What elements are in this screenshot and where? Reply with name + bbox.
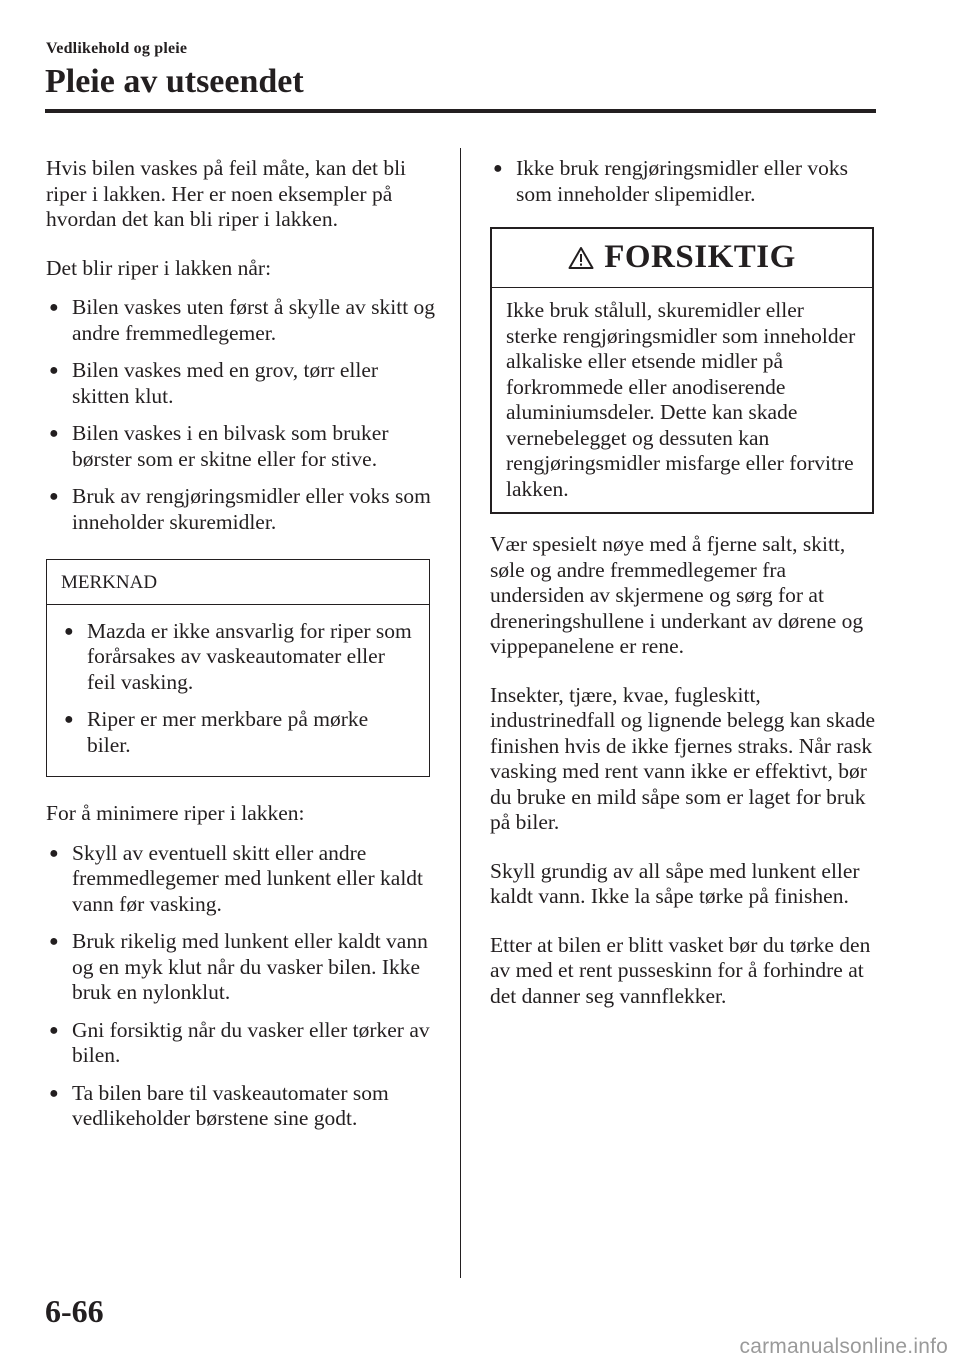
bullet-icon: ● [49,844,59,862]
paragraph-salt: Vær spesielt nøye med å fjerne salt, skitt, søle og andre fremmedlegemer fra undersiden av skjermene og sørg for at dreneringshullene i underkant av dørene og vippepanelene er rene. [490,532,864,658]
minimize-list [46,841,436,1132]
bullet-icon: ● [49,488,59,505]
list-item: ● Skyll av eventuell skitt eller andre fremmedlegemer med lunkent eller kaldt vann før vasking. [49,840,424,916]
paragraph-dry: Etter at bilen er blitt vasket bør du tørke den av med et rent pusseskinn for å forhindre at det danner seg vannflekker. [490,932,871,1008]
bullet-icon: ● [64,622,74,640]
list-item: ● Bruk av rengjøringsmidler eller voks som inneholder skuremidler. [49,484,431,534]
minimize-lead: For å minimere riper i lakken: [46,801,305,825]
note-box [46,559,430,777]
caution-box [490,227,874,514]
list-item: ● Mazda er ikke ansvarlig for riper som forårsakes av vaskeautomater eller feil vasking. [64,618,412,694]
bullet-icon: ● [49,933,59,950]
column-divider [460,148,461,1278]
caution-text: Ikke bruk stålull, skuremidler eller sterke rengjøringsmidler som inneholder alkaliske eller etsende midler på forkrommede eller anodiserende aluminiumsdeler. Dette kan skade vernebelegget og dessuten kan rengjøringsmidler misfarge eller forvitre lakken. [506,298,856,501]
causes-lead: Det blir riper i lakken når: [46,255,272,280]
bullet-icon: ● [49,1084,59,1102]
list-item: ● Bilen vaskes med en grov, tørr eller skitten klut. [49,358,379,408]
header-rule [45,109,876,113]
bullet-icon: ● [49,425,59,442]
paragraph-rinse: Skyll grundig av all såpe med lunkent eller kaldt vann. Ikke la såpe tørke på finishen. [490,858,860,908]
bullet-icon: ● [49,362,59,379]
note-body [47,605,429,777]
watermark: carmanualsonline.info [739,1335,948,1358]
section-label: Vedlikehold og pleie [46,40,188,57]
right-column [490,156,878,1032]
bullet-icon: ● [49,299,59,316]
bullet-icon: ● [49,1021,59,1039]
caution-heading: FORSIKTIG [604,239,796,276]
note-heading: MERKNAD [47,560,429,605]
bullet-icon: ● [64,711,74,728]
list-item: ● Riper er mer merkbare på mørke biler. [64,707,369,757]
causes-list [46,295,436,535]
list-item: ● Ikke bruk rengjøringsmidler eller voks som inneholder slipemidler. [493,156,848,206]
list-item: ● Ta bilen bare til vaskeautomater som vedlikeholder børstene sine godt. [49,1080,389,1130]
page-title: Pleie av utseendet [45,63,304,100]
list-item: ● Bilen vaskes uten først å skylle av skitt og andre fremmedlegemer. [49,295,436,345]
caution-body [492,288,872,512]
caution-header [492,229,872,288]
page-number: 6-66 [45,1293,104,1329]
warning-triangle-icon [568,246,594,270]
left-column [46,156,436,1144]
paragraph-insects: Insekter, tjære, kvae, fugleskitt, industrinedfall og lignende belegg kan skade finishen hvis de ikke fjernes straks. Når rask vasking med rent vann ikke er effektivt, bør du bruke en mild såpe som er laget for bruk på biler. [490,682,876,834]
bullet-icon: ● [493,160,503,177]
list-item: ● Bilen vaskes i en bilvask som bruker børster som er skitne eller for stive. [49,421,389,471]
list-item: ● Bruk rikelig med lunkent eller kaldt vann og en myk klut når du vasker bilen. Ikke bruk en nylonklut. [49,929,428,1004]
list-item: ● Gni forsiktig når du vasker eller tørker av bilen. [49,1017,430,1067]
intro-paragraph: Hvis bilen vaskes på feil måte, kan det bli riper i lakken. Her er noen eksempler på hvordan det kan bli riper i lakken. [46,156,407,231]
